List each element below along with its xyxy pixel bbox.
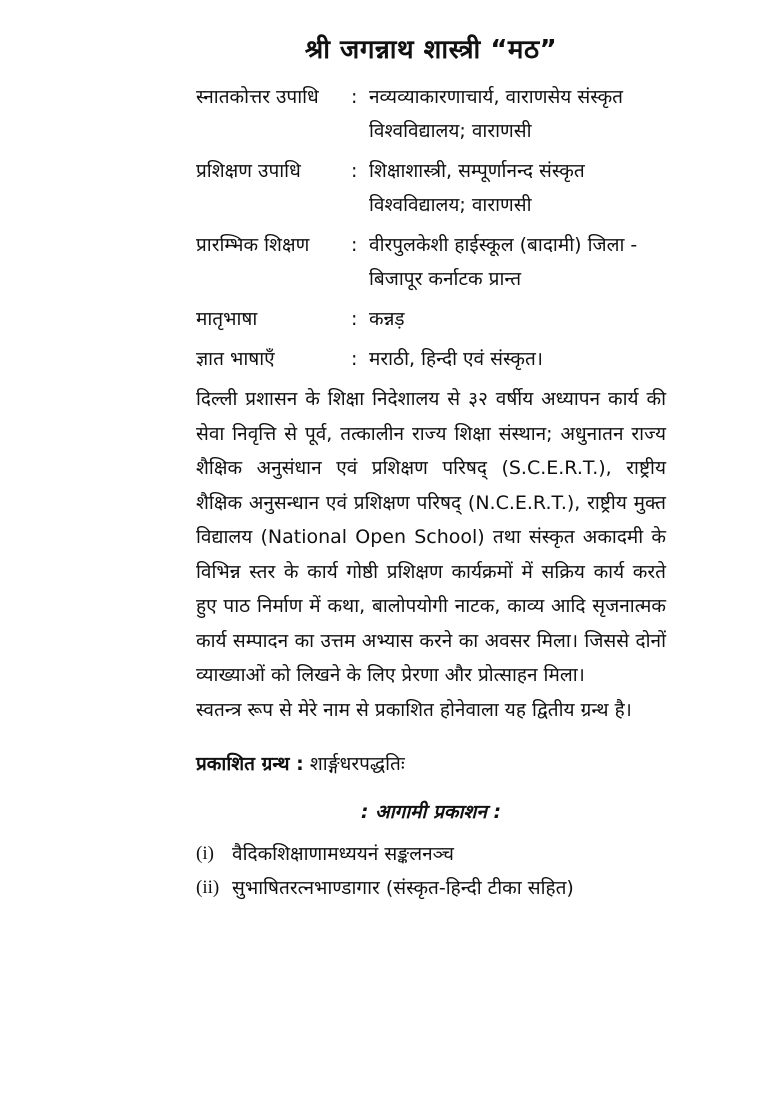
detail-colon: : xyxy=(351,86,358,108)
detail-value: कन्नड़ xyxy=(369,308,405,330)
detail-value: नव्यव्याकारणाचार्य, वाराणसेय संस्कृत विश्वविद्यालय; वाराणसी xyxy=(369,86,624,142)
list-item xyxy=(196,837,666,871)
detail-value: मराठी, हिन्दी एवं संस्कृत। xyxy=(369,348,543,370)
upcoming-list xyxy=(196,837,666,905)
detail-colon: : xyxy=(351,234,358,256)
page-title: श्री जगन्नाथ शास्त्री “मठ” xyxy=(304,35,558,65)
detail-label: प्रारम्भिक शिक्षण xyxy=(196,234,310,256)
detail-label: स्नातकोत्तर उपाधि xyxy=(196,86,319,108)
detail-row-known-languages xyxy=(196,342,666,376)
detail-row-mother-tongue xyxy=(196,302,666,336)
list-item xyxy=(196,871,666,905)
upcoming-heading: : आगामी प्रकाशन : xyxy=(360,801,502,823)
career-paragraph: दिल्ली प्रशासन के शिक्षा निदेशालय से ३२ वर्षीय अध्यापन कार्य की सेवा निवृत्ति से पूर्व, तत्कालीन राज्य शिक्षा संस्थान; अधुनातन राज्य शैक्षिक अनुसंधान एवं प्रशिक्षण परिषद् (S.C.E.R.T.), राष्ट्रीय शैक्षिक अनुसन्धान एवं प्रशिक्षण परिषद् (N.C.E.R.T.), राष्ट्रीय मुक्त विद्यालय (National Open School) तथा संस्कृत अकादमी के विभिन्न स्तर के कार्य गोष्ठी प्रशिक्षण कार्यक्रमों में सक्रिय कार्य करते हुए पाठ निर्माण में कथा, बालोपयोगी नाटक, काव्य आदि सृजनात्मक कार्य सम्पादन का उत्तम अभ्यास करने का अवसर मिला। जिससे दोनों व्याख्याओं को लिखने के लिए प्रेरणा और प्रोत्साहन मिला। xyxy=(196,388,666,686)
second-book-paragraph: स्वतन्त्र रूप से मेरे नाम से प्रकाशित होनेवाला यह द्वितीय ग्रन्थ है। xyxy=(196,698,632,721)
detail-label: प्रशिक्षण उपाधि xyxy=(196,160,301,182)
list-number: (ii) xyxy=(196,877,220,898)
list-text: सुभाषितरत्नभाण्डागार (संस्कृत-हिन्दी टीका सहित) xyxy=(232,877,574,899)
published-label: प्रकाशित ग्रन्थ : xyxy=(196,753,304,775)
detail-colon: : xyxy=(351,160,358,182)
list-text: वैदिकशिक्षाणामध्ययनं सङ्कलनञ्च xyxy=(232,843,454,865)
detail-value: वीरपुलकेशी हाईस्कूल (बादामी) जिला - बिजापूर कर्नाटक प्रान्त xyxy=(369,234,638,290)
detail-label: ज्ञात भाषाएँ xyxy=(196,348,275,370)
published-value: शार्ङ्गधरपद्धतिः xyxy=(309,753,405,775)
detail-row-postgraduate xyxy=(196,80,666,148)
document-page xyxy=(196,30,666,905)
detail-label: मातृभाषा xyxy=(196,308,258,330)
details-list xyxy=(196,80,666,376)
detail-colon: : xyxy=(351,308,358,330)
detail-row-primary-education xyxy=(196,228,666,296)
detail-value: शिक्षाशास्त्री, सम्पूर्णानन्द संस्कृत विश्वविद्यालय; वाराणसी xyxy=(369,160,585,216)
list-number: (i) xyxy=(196,843,214,864)
detail-row-training xyxy=(196,154,666,222)
published-books xyxy=(196,747,666,781)
detail-colon: : xyxy=(351,348,358,370)
